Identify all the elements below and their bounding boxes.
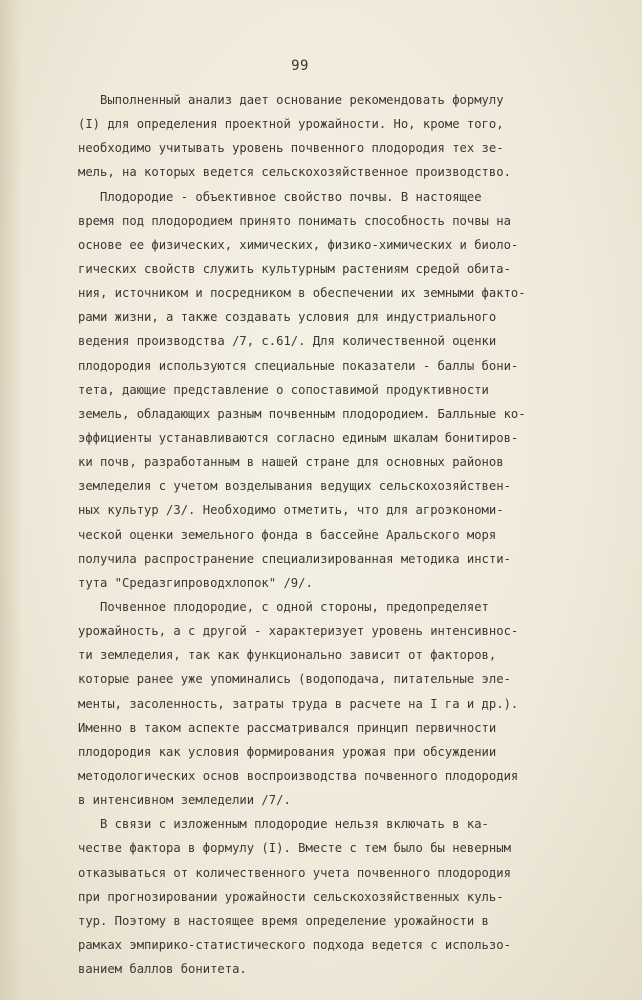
text-line: менты, засоленность, затраты труда в расчете на I га и др.).: [78, 696, 519, 711]
text-line: ния, источником и посредником в обеспечении их земными факто-: [78, 286, 526, 301]
text-line: плодородия используются специальные показатели - баллы бони-: [78, 358, 519, 373]
text-line: ческой оценки земельного фонда в бассейне Аральского моря: [78, 527, 497, 542]
text-line: ных культур /3/. Необходимо отметить, что для агроэкономи-: [78, 503, 504, 518]
text-line: тур. Поэтому в настоящее время определение урожайности в: [78, 913, 489, 928]
text-line: Почвенное плодородие, с одной стороны, предопределяет: [78, 599, 489, 614]
text-line: которые ранее уже упоминались (водоподача, питательные эле-: [78, 672, 511, 687]
text-line: необходимо учитывать уровень почвенного плодородия тех зе-: [78, 141, 504, 156]
text-line: гических свойств служить культурным растениям средой обита-: [78, 261, 511, 276]
text-line: плодородия как условия формирования урожая при обсуждении: [78, 744, 497, 759]
body-text: [78, 88, 568, 981]
text-line: ванием баллов бонитета.: [78, 962, 247, 977]
text-line: Плодородие - объективное свойство почвы. В настоящее: [78, 189, 482, 204]
text-line: земледелия с учетом возделывания ведущих сельскохозяйствен-: [78, 479, 511, 494]
text-line: основе ее физических, химических, физико-химических и биоло-: [78, 237, 519, 252]
text-line: получила распространение специализированная методика инсти-: [78, 551, 511, 566]
text-line: рами жизни, а также создавать условия для индустриального: [78, 310, 497, 325]
text-line: (I) для определения проектной урожайности. Но, кроме того,: [78, 117, 504, 132]
text-line: В связи с изложенным плодородие нельзя включать в ка-: [78, 817, 489, 832]
text-line: тета, дающие представление о сопоставимой продуктивности: [78, 382, 489, 397]
text-line: в интенсивном земледелии /7/.: [78, 793, 291, 808]
text-line: ки почв, разработанным в нашей стране для основных районов: [78, 455, 504, 470]
page-number: 99: [291, 58, 309, 74]
text-line: эффициенты устанавливаются согласно единым шкалам бонитиров-: [78, 430, 519, 445]
text-line: рамках эмпирико-статистического подхода ведется с использо-: [78, 937, 511, 952]
text-line: Именно в таком аспекте рассматривался принцип первичности: [78, 720, 497, 735]
text-line: урожайность, а с другой - характеризует уровень интенсивнос-: [78, 624, 519, 639]
text-line: ти земледелия, так как функционально зависит от факторов,: [78, 648, 497, 663]
text-line: мель, на которых ведется сельскохозяйственное производство.: [78, 165, 511, 180]
text-line: земель, обладающих разным почвенным плодородием. Балльные ко-: [78, 406, 526, 421]
text-line: Выполненный анализ дает основание рекомендовать формулу: [78, 93, 504, 107]
text-line: методологических основ воспроизводства почвенного плодородия: [78, 768, 519, 783]
text-line: тута "Средазгипроводхлопок" /9/.: [78, 575, 313, 590]
text-line: при прогнозировании урожайности сельскохозяйственных куль-: [78, 889, 504, 904]
text-line: отказываться от количественного учета почвенного плодородия: [78, 865, 511, 880]
text-line: ведения производства /7, с.61/. Для количественной оценки: [78, 334, 497, 349]
text-line: честве фактора в формулу (I). Вместе с тем было бы неверным: [78, 841, 511, 856]
text-line: время под плодородием принято понимать способность почвы на: [78, 213, 511, 228]
